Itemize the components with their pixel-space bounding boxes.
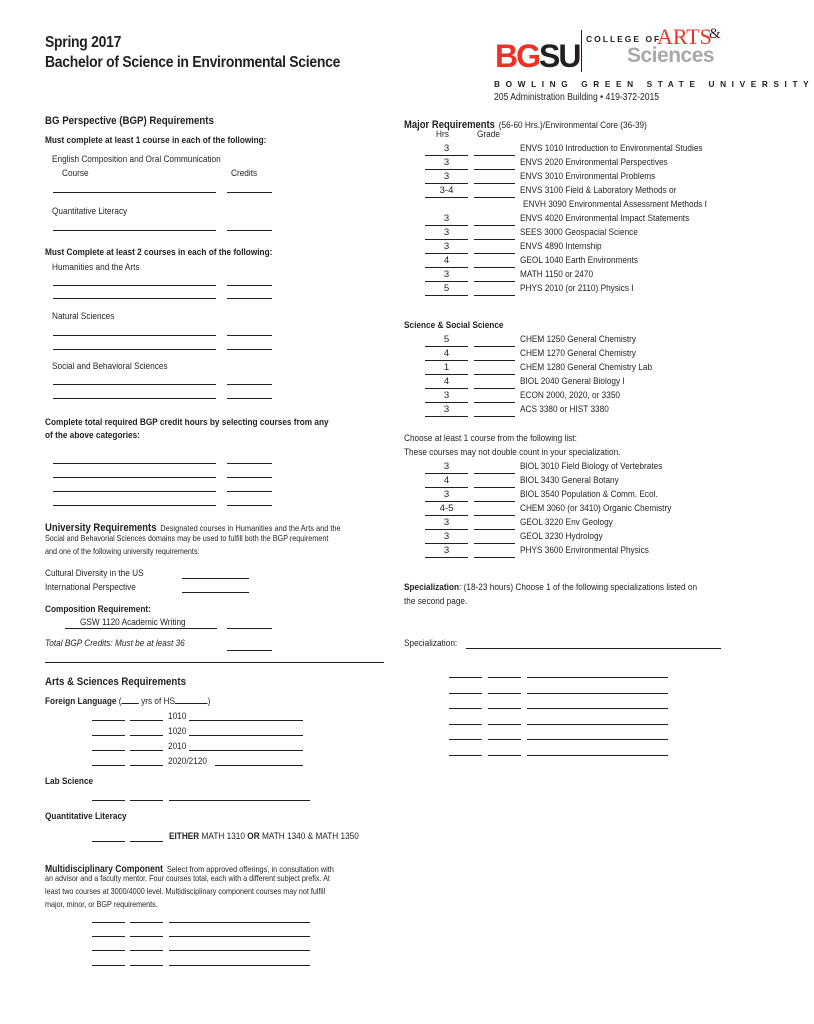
spec-grade-field[interactable] xyxy=(488,739,521,740)
international-field[interactable] xyxy=(182,592,249,593)
social-label: Social and Behavioral Sciences xyxy=(52,361,168,372)
arts-sciences-heading: Arts & Sciences Requirements xyxy=(45,676,186,688)
natural-label: Natural Sciences xyxy=(52,311,115,322)
foreign-grade-field[interactable] xyxy=(130,765,163,766)
hrs-value: 3 xyxy=(425,404,468,417)
grade-field[interactable] xyxy=(474,197,515,198)
social-course-field[interactable] xyxy=(53,398,216,399)
english-course-field[interactable] xyxy=(53,192,216,193)
social-credits-field[interactable] xyxy=(227,384,272,385)
grade-field[interactable] xyxy=(474,557,515,558)
spec-hrs-field[interactable] xyxy=(449,693,482,694)
university-desc-2: Social and Behavorial Sciences domains may be used to fulfill both the BGP requirement xyxy=(45,533,329,543)
spec-course-field[interactable] xyxy=(527,677,668,678)
elective-course-field[interactable] xyxy=(53,491,216,492)
foreign-paren-close: ) xyxy=(207,696,211,707)
elective-credits-field[interactable] xyxy=(227,463,272,464)
course-name: CHEM 1270 General Chemistry xyxy=(520,348,637,359)
spec-label: Specialization: xyxy=(404,638,458,649)
hrs-value: 3 xyxy=(425,143,468,156)
science-heading: Science & Social Science xyxy=(404,320,504,331)
grade-field[interactable] xyxy=(474,487,515,488)
grade-field[interactable] xyxy=(474,374,515,375)
course-name: SEES 3000 Geospacial Science xyxy=(520,227,638,238)
hrs-value: 3 xyxy=(425,241,468,254)
grade-field[interactable] xyxy=(474,295,515,296)
hrs-value: 4 xyxy=(425,255,468,268)
lab-grade-field[interactable] xyxy=(130,800,163,801)
quant-grade-field[interactable] xyxy=(130,841,163,842)
english-label: English Composition and Oral Communication xyxy=(52,154,221,165)
total-bgp-credits: Total BGP Credits: Must be at least 36 xyxy=(45,638,185,649)
natural-credits-field[interactable] xyxy=(227,349,272,350)
course-name: BIOL 3430 General Botany xyxy=(520,475,619,486)
grade-column-label: Grade xyxy=(477,129,500,140)
spec-hrs-field[interactable] xyxy=(449,739,482,740)
foreign-course: 1010 xyxy=(168,711,187,722)
foreign-course: 2010 xyxy=(168,741,187,752)
foreign-grade-field[interactable] xyxy=(130,750,163,751)
gsw-course: GSW 1120 Academic Writing xyxy=(80,617,186,628)
social-credits-field[interactable] xyxy=(227,398,272,399)
multi-grade-field[interactable] xyxy=(130,922,163,923)
multi-course-field[interactable] xyxy=(169,922,310,923)
foreign-grade-field[interactable] xyxy=(130,720,163,721)
or-label: OR xyxy=(247,831,260,842)
spec-grade-field[interactable] xyxy=(488,708,521,709)
choose-text-2: These courses may not double count in your specialization. xyxy=(404,447,621,458)
either-label: EITHER xyxy=(169,831,200,842)
bgp-heading: BG Perspective (BGP) Requirements xyxy=(45,115,214,127)
course-name: GEOL 1040 Earth Environments xyxy=(520,255,639,266)
course-column-label: Course xyxy=(62,168,89,179)
hrs-value: 3 xyxy=(425,489,468,502)
spec-hrs-field[interactable] xyxy=(449,708,482,709)
foreign-hrs-field[interactable] xyxy=(92,765,125,766)
hrs-value: 4-5 xyxy=(425,503,468,516)
hrs-value: 3 xyxy=(425,269,468,282)
grade-field[interactable] xyxy=(474,529,515,530)
major-heading-rest: (56-60 Hrs.)/Environmental Core (36-39) xyxy=(498,120,647,131)
elective-course-field[interactable] xyxy=(53,463,216,464)
total-bgp-field[interactable] xyxy=(227,650,272,651)
elective-credits-field[interactable] xyxy=(227,491,272,492)
grade-field[interactable] xyxy=(474,473,515,474)
course-name: ENVS 3100 Field & Laboratory Methods or xyxy=(520,185,677,196)
humanities-credits-field[interactable] xyxy=(227,285,272,286)
hrs-value: 3 xyxy=(425,517,468,530)
grade-field[interactable] xyxy=(474,360,515,361)
math-1310: MATH 1310 xyxy=(201,831,245,842)
choose-text: Choose at least 1 course from the following list: xyxy=(404,433,577,444)
spec-hrs-field[interactable] xyxy=(449,755,482,756)
natural-course-field[interactable] xyxy=(53,349,216,350)
spec-name-field[interactable] xyxy=(466,648,721,649)
course-name: ENVS 3010 Environmental Problems xyxy=(520,171,656,182)
spec-grade-field[interactable] xyxy=(488,755,521,756)
foreign-grade-field[interactable] xyxy=(130,735,163,736)
multi-hrs-field[interactable] xyxy=(92,936,125,937)
grade-field[interactable] xyxy=(474,155,515,156)
hrs-value: 3 xyxy=(425,390,468,403)
english-credits-field[interactable] xyxy=(227,192,272,193)
course-name: ENVS 4890 Internship xyxy=(520,241,602,252)
complete-total-text: Complete total required BGP credit hours by selecting courses from any xyxy=(45,417,329,428)
elective-course-field[interactable] xyxy=(53,477,216,478)
bgp-must-one: Must complete at least 1 course in each of the following: xyxy=(45,135,267,146)
hrs-value: 1 xyxy=(425,362,468,375)
quant-course-field[interactable] xyxy=(53,230,216,231)
grade-field[interactable] xyxy=(474,515,515,516)
logo-arts: ARTS xyxy=(657,24,712,49)
course-name: PHYS 2010 (or 2110) Physics I xyxy=(520,283,634,294)
quant-hrs-field[interactable] xyxy=(92,841,125,842)
natural-credits-field[interactable] xyxy=(227,335,272,336)
hrs-value: 3 xyxy=(425,157,468,170)
grade-field[interactable] xyxy=(474,267,515,268)
foreign-course-line[interactable] xyxy=(215,765,303,766)
specialization-text xyxy=(404,582,697,593)
multi-course-field[interactable] xyxy=(169,936,310,937)
spec-hrs-field[interactable] xyxy=(449,724,482,725)
hrs-value: 4 xyxy=(425,348,468,361)
grade-field[interactable] xyxy=(474,239,515,240)
multi-course-field[interactable] xyxy=(169,965,310,966)
course-name: GEOL 3230 Hydrology xyxy=(520,531,603,542)
foreign-hrs-field[interactable] xyxy=(92,750,125,751)
hrs-value: 3 xyxy=(425,461,468,474)
course-name: BIOL 3540 Population & Comm. Ecol. xyxy=(520,489,658,500)
multi-hrs-field[interactable] xyxy=(92,922,125,923)
humanities-label: Humanities and the Arts xyxy=(52,262,140,273)
course-name: BIOL 2040 General Biology I xyxy=(520,376,625,387)
grade-field[interactable] xyxy=(474,402,515,403)
grade-field[interactable] xyxy=(474,416,515,417)
multi-desc-3: least two courses at 3000/4000 level. Multidisciplinary component courses may not fulfill xyxy=(45,886,326,896)
spec-grade-field[interactable] xyxy=(488,724,521,725)
cultural-label: Cultural Diversity in the US xyxy=(45,568,144,579)
spec-course-field[interactable] xyxy=(527,739,668,740)
lab-hrs-field[interactable] xyxy=(92,800,125,801)
credits-column-label: Credits xyxy=(231,168,258,179)
foreign-course: 1020 xyxy=(168,726,187,737)
lab-science-label: Lab Science xyxy=(45,776,94,787)
foreign-hrs-field[interactable] xyxy=(92,735,125,736)
quant-credits-field[interactable] xyxy=(227,230,272,231)
course-name: PHYS 3600 Environmental Physics xyxy=(520,545,649,556)
foreign-language-label: Foreign Language xyxy=(45,696,117,707)
gsw-credits-field[interactable] xyxy=(227,628,272,629)
math-1340-1350: MATH 1340 & MATH 1350 xyxy=(261,831,359,842)
foreign-yrs-blank-2[interactable] xyxy=(175,703,208,704)
multi-desc-2: an advisor and a faculty mentor. Four courses total, each with a different subject prefix. At xyxy=(45,873,330,883)
course-name: MATH 1150 or 2470 xyxy=(520,269,594,280)
course-name: ENVS 2020 Environmental Perspectives xyxy=(520,157,668,168)
multi-hrs-field[interactable] xyxy=(92,965,125,966)
course-name: ECON 2000, 2020, or 3350 xyxy=(520,390,621,401)
complete-total-text-2: of the above categories: xyxy=(45,430,140,441)
program-title: Bachelor of Science in Environmental Science xyxy=(45,54,341,71)
grade-field[interactable] xyxy=(474,253,515,254)
grade-field[interactable] xyxy=(474,388,515,389)
university-desc-3: and one of the following university requirements: xyxy=(45,546,200,556)
spec-course-field[interactable] xyxy=(527,693,668,694)
hrs-value: 3 xyxy=(425,213,468,226)
spec-course-field[interactable] xyxy=(527,755,668,756)
hrs-value: 3 xyxy=(425,171,468,184)
foreign-language-row xyxy=(45,696,210,707)
foreign-yrs-label: yrs of HS xyxy=(141,696,175,707)
international-label: International Perspective xyxy=(45,582,136,593)
logo-ampersand: & xyxy=(709,26,721,42)
spec-grade-field[interactable] xyxy=(488,693,521,694)
multi-hrs-field[interactable] xyxy=(92,950,125,951)
spec-text: : (18-23 hours) Choose 1 of the following specializations listed on xyxy=(459,582,698,593)
hrs-value: 5 xyxy=(425,334,468,347)
grade-field[interactable] xyxy=(474,281,515,282)
logo-divider xyxy=(581,30,582,72)
grade-field[interactable] xyxy=(474,183,515,184)
major-heading: Major Requirements xyxy=(404,119,495,131)
foreign-course-line[interactable] xyxy=(189,735,303,736)
bgsu-logo: BGSU xyxy=(495,38,580,74)
humanities-course-field[interactable] xyxy=(53,285,216,286)
logo-sciences: Sciences xyxy=(627,44,715,67)
cultural-field[interactable] xyxy=(182,578,249,579)
social-course-field[interactable] xyxy=(53,384,216,385)
multi-desc: Select from approved offerings, in consultation with xyxy=(166,864,334,874)
grade-field[interactable] xyxy=(474,225,515,226)
humanities-course-field[interactable] xyxy=(53,298,216,299)
foreign-course-line[interactable] xyxy=(189,750,303,751)
quant-label: Quantitative Literacy xyxy=(52,206,128,217)
hrs-value: 3 xyxy=(425,227,468,240)
foreign-paren-open: ( xyxy=(118,696,122,707)
elective-credits-field[interactable] xyxy=(227,477,272,478)
hrs-value: 4 xyxy=(425,376,468,389)
hrs-value: 4 xyxy=(425,475,468,488)
spec-heading: Specialization xyxy=(404,582,460,593)
quant-heading: Quantitative Literacy xyxy=(45,811,127,822)
foreign-course: 2020/2120 xyxy=(168,756,208,767)
gsw-course-line xyxy=(65,628,217,629)
multi-heading: Multidisciplinary Component xyxy=(45,864,164,875)
grade-field[interactable] xyxy=(474,169,515,170)
lab-course-field[interactable] xyxy=(169,800,310,801)
course-name: ENVS 1010 Introduction to Environmental Studies xyxy=(520,143,703,154)
course-name: GEOL 3220 Env Geology xyxy=(520,517,613,528)
elective-course-field[interactable] xyxy=(53,505,216,506)
section-divider xyxy=(45,662,384,663)
university-heading: University Requirements xyxy=(45,522,157,534)
hrs-column-label: Hrs xyxy=(436,129,449,140)
multi-desc-4: major, minor, or BGP requirements. xyxy=(45,899,158,909)
hrs-value: 5 xyxy=(425,283,468,296)
address: 205 Administration Building • 419-372-2015 xyxy=(494,92,660,103)
foreign-yrs-blank[interactable] xyxy=(122,703,139,704)
foreign-course-line[interactable] xyxy=(189,720,303,721)
spec-course-field[interactable] xyxy=(527,724,668,725)
humanities-credits-field[interactable] xyxy=(227,298,272,299)
multi-grade-field[interactable] xyxy=(130,950,163,951)
course-name: ACS 3380 or HIST 3380 xyxy=(520,404,609,415)
university-name: BOWLING GREEN STATE UNIVERSITY xyxy=(494,79,814,89)
course-name: CHEM 1250 General Chemistry xyxy=(520,334,637,345)
grade-field[interactable] xyxy=(474,501,515,502)
grade-field[interactable] xyxy=(474,346,515,347)
grade-field[interactable] xyxy=(474,543,515,544)
multi-grade-field[interactable] xyxy=(130,965,163,966)
course-name: BIOL 3010 Field Biology of Vertebrates xyxy=(520,461,663,472)
elective-credits-field[interactable] xyxy=(227,505,272,506)
spec-grade-field[interactable] xyxy=(488,677,521,678)
course-name: CHEM 3060 (or 3410) Organic Chemistry xyxy=(520,503,672,514)
spec-course-field[interactable] xyxy=(527,708,668,709)
hrs-value: 3-4 xyxy=(425,185,468,198)
composition-heading: Composition Requirement: xyxy=(45,604,151,615)
university-desc: Designated courses in Humanities and the Arts and the xyxy=(160,523,341,533)
multi-grade-field[interactable] xyxy=(130,936,163,937)
multi-course-field[interactable] xyxy=(169,950,310,951)
spec-text-2: the second page. xyxy=(404,596,468,607)
natural-course-field[interactable] xyxy=(53,335,216,336)
hrs-value: 3 xyxy=(425,545,468,558)
bgp-must-two: Must Complete at least 2 courses in each of the following: xyxy=(45,247,273,258)
course-name: ENVS 4020 Environmental Impact Statements xyxy=(520,213,690,224)
hrs-value: 3 xyxy=(425,531,468,544)
logo-college-of: COLLEGE OF xyxy=(586,34,662,44)
course-name: ENVH 3090 Environmental Assessment Methods I xyxy=(523,199,707,210)
spec-hrs-field[interactable] xyxy=(449,677,482,678)
term-title: Spring 2017 xyxy=(45,34,122,51)
quant-options xyxy=(169,831,359,842)
foreign-hrs-field[interactable] xyxy=(92,720,125,721)
course-name: CHEM 1280 General Chemistry Lab xyxy=(520,362,653,373)
